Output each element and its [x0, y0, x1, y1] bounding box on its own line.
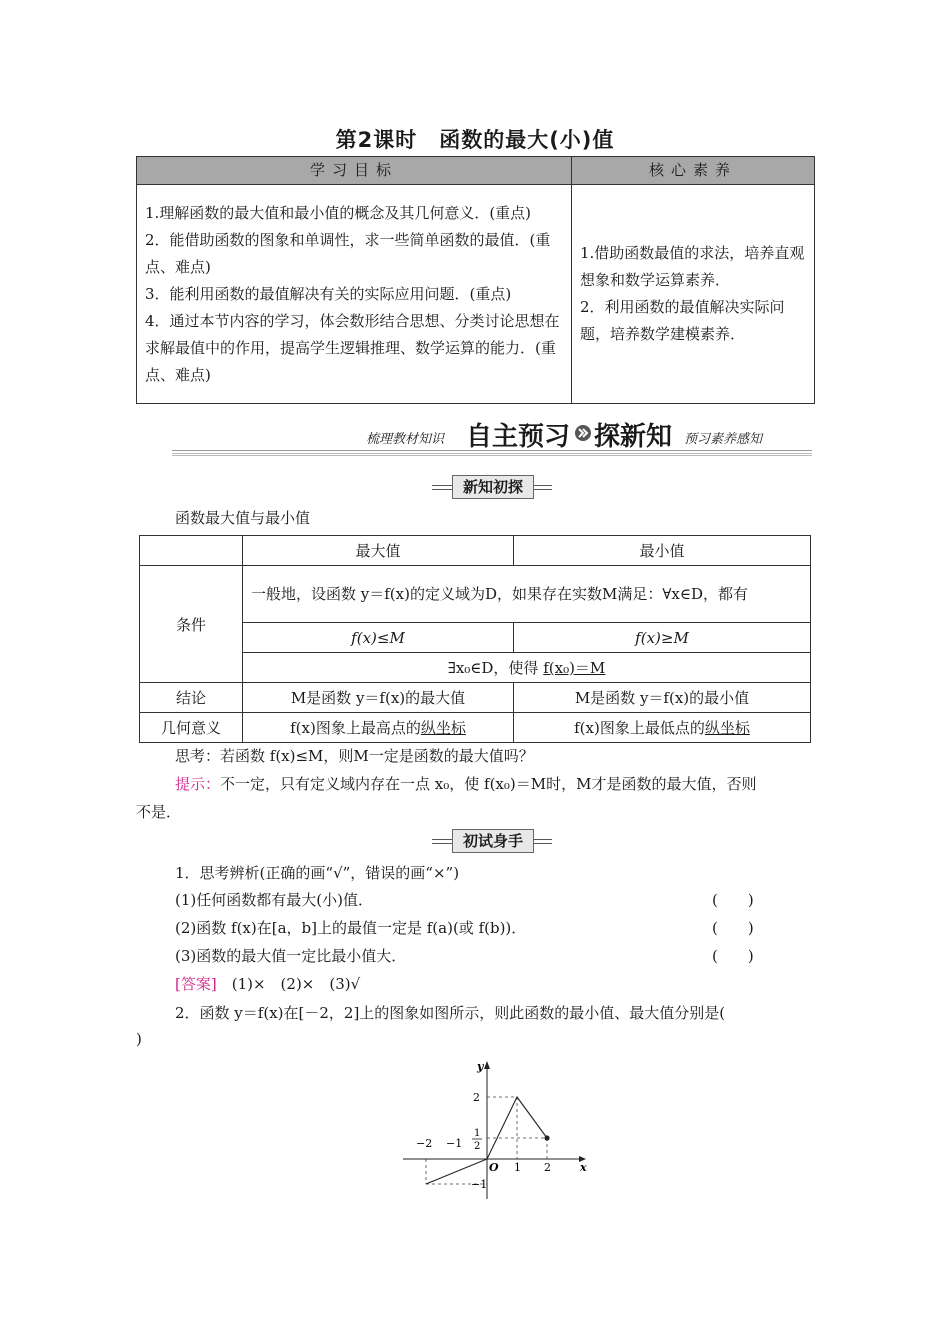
endpoint-dot [544, 1135, 549, 1140]
y-axis-label: y [477, 1060, 484, 1073]
exists-formula: f(x₀)＝M [543, 659, 606, 677]
col-header-max: 最大值 [243, 536, 514, 566]
goal-item: 2．能借助函数的图象和单调性，求一些简单函数的最值．(重点、难点) [145, 230, 551, 276]
row-header-condition: 条件 [140, 566, 243, 683]
hint-continuation: 不是． [136, 803, 182, 821]
x-tick-neg1: −1 [446, 1137, 463, 1150]
geometry-min: f(x)图象上最低点的纵坐标 [514, 713, 811, 743]
literacy-item: 2．利用函数的最值解决实际问题，培养数学建模素养． [580, 298, 785, 343]
hint-line: 提示：不一定，只有定义域内存在一点 x₀，使 f(x₀)＝M时，M才是函数的最大值，否则 [175, 775, 757, 793]
section-banner [172, 414, 812, 454]
section-tag-new-knowledge: 新知初探 [432, 475, 552, 497]
half-numerator: 1 [474, 1128, 481, 1139]
col-header-min: 最小值 [514, 536, 811, 566]
section-intro: 函数最大值与最小值 [175, 509, 311, 527]
answer-paren: ( ) [712, 891, 754, 909]
condition-text: 一般地，设函数 y＝f(x)的定义域为D，如果存在实数M满足：∀x∈D，都有 [243, 566, 811, 623]
banner-main-left: 自主预习 [466, 422, 571, 452]
double-chevron-icon [574, 424, 592, 442]
answer-paren: ( ) [712, 947, 754, 965]
origin-label: O [489, 1161, 499, 1174]
header-goals: 学习目标 [137, 157, 572, 185]
condition-max: f(x)≤M [243, 623, 514, 653]
header-literacy: 核心素养 [572, 157, 815, 185]
row-header-conclusion: 结论 [140, 683, 243, 713]
function-graph [395, 1055, 595, 1205]
banner-right-text: 预习素养感知 [684, 432, 763, 447]
conclusion-min: M是函数 y＝f(x)的最小值 [514, 683, 811, 713]
q1-item: (2)函数 f(x)在[a，b]上的最值一定是 f(a)(或 f(b))． [175, 919, 527, 937]
goal-item: 1.理解函数的最大值和最小值的概念及其几何意义．(重点) [145, 203, 532, 222]
section-tag-try: 初试身手 [432, 829, 552, 851]
page-title: 第2课时 函数的最大(小)值 [335, 128, 615, 152]
q2-stem-end: ) [136, 1030, 142, 1048]
hint-label: 提示： [175, 775, 221, 793]
y-axis-arrow-icon [484, 1061, 490, 1069]
banner-main-right: 探新知 [594, 422, 673, 452]
condition-min: f(x)≥M [514, 623, 811, 653]
literacy-item: 1.借助函数最值的求法，培养直观想象和数学运算素养． [580, 244, 805, 289]
q1-answer: [答案] (1)× (2)× (3)√ [175, 975, 361, 993]
y-tick-2: 2 [473, 1091, 480, 1104]
think-question: 思考：若函数 f(x)≤M，则M一定是函数的最大值吗？ [175, 747, 534, 765]
goals-table [136, 156, 815, 404]
x-tick-1: 1 [514, 1161, 521, 1174]
half-denominator: 2 [474, 1141, 481, 1152]
q1-item: (1)任何函数都有最大(小)值． [175, 891, 373, 909]
exists-condition: ∃x₀∈D，使得 f(x₀)＝M [243, 653, 811, 683]
geometry-max: f(x)图象上最高点的纵坐标 [243, 713, 514, 743]
answer-label: [答案] [175, 975, 217, 993]
x-tick-neg2: −2 [416, 1137, 433, 1150]
x-axis-label: x [580, 1161, 587, 1174]
goal-item: 4．通过本节内容的学习，体会数形结合思想、分类讨论思想在求解最值中的作用，提高学生逻辑推理、数学运算的能力．(重点、难点) [145, 311, 560, 384]
q1-stem: 1．思考辨析(正确的画“√”，错误的画“×”) [175, 864, 460, 882]
q1-item: (3)函数的最大值一定比最小值大． [175, 947, 407, 965]
goal-item: 3．能利用函数的最值解决有关的实际应用问题．(重点) [145, 284, 512, 303]
answer-paren: ( ) [712, 919, 754, 937]
banner-left-text: 梳理教材知识 [366, 432, 445, 447]
x-tick-2: 2 [544, 1161, 551, 1174]
conclusion-max: M是函数 y＝f(x)的最大值 [243, 683, 514, 713]
y-tick-neg1: −1 [471, 1178, 488, 1191]
row-header-geometry: 几何意义 [140, 713, 243, 743]
definition-table [139, 535, 811, 743]
q2-stem: 2．函数 y＝f(x)在[－2，2]上的图象如图所示，则此函数的最小值、最大值分别是( [175, 1004, 726, 1022]
